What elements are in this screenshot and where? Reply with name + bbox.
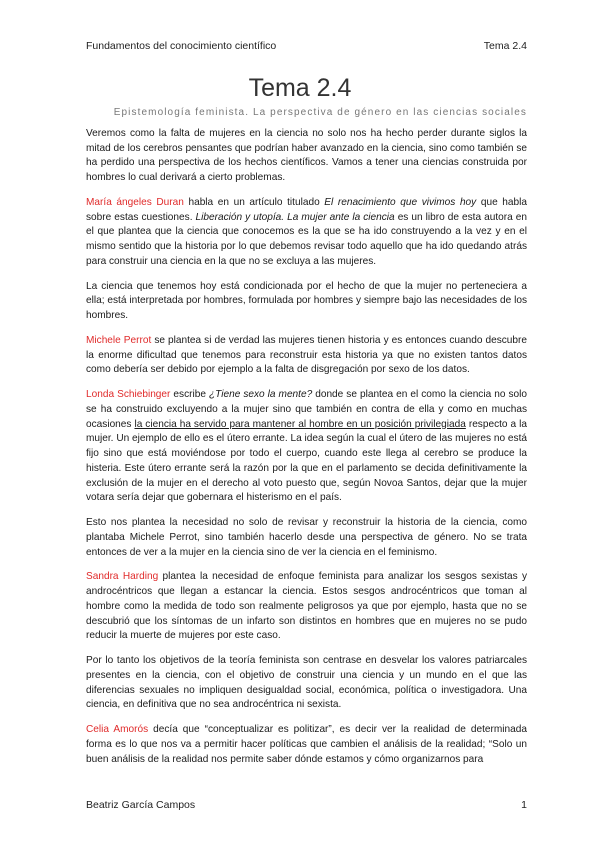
paragraph-7 xyxy=(86,570,527,644)
text-run: es un libro de esta autora en el que plantea que la ciencia que conocemos es la que se ha ido construyendo a la vez y en el mismo sentido que la historia por lo que debemos revisar todo aquello que ha ido quedando atrás para construir una ciencia en la que no se excluya a las mujeres. xyxy=(86,211,527,267)
paragraph-5 xyxy=(86,388,527,506)
header-course-title: Fundamentos del conocimiento científico xyxy=(86,40,277,52)
paragraph-4 xyxy=(86,334,527,378)
author-name: Sandra Harding xyxy=(86,571,159,583)
page-number: 1 xyxy=(521,799,527,811)
document-body xyxy=(86,127,527,777)
paragraph-8: Por lo tanto los objetivos de la teoría feminista son centrase en desvelar los valores patriarcales presentes en la ciencia, con el objetivo de construir una ciencia y un mundo en el que las diferencias sexuales no impliquen desigualdad social, económica, política o investigadora. Una ciencia, en definitiva que no sea androcéntrica ni sexista. xyxy=(86,655,527,711)
text-run: decía que “conceptualizar es politizar”, es decir ver la realidad de determinada forma es lo que nos va a permitir hacer políticas que cambien el análisis de la realidad; “Solo un buen análisis de la realidad nos permite saber dónde estamos y cómo organizarnos para xyxy=(86,724,527,765)
paragraph-1: Veremos como la falta de mujeres en la ciencia no solo nos ha hecho perder durante siglos la mitad de los cerebros pensantes que podrían haber avanzado en la ciencia, sino como también se ha perdido una perspectiva de los hechos científicos. Vamos a tener una ciencias construida por hombres lo cual derivará a cierto problemas. xyxy=(86,128,527,184)
header-topic: Tema 2.4 xyxy=(483,40,527,52)
text-run: habla en un artículo titulado xyxy=(183,197,325,208)
italic-title: ¿Tiene sexo la mente? xyxy=(208,389,313,401)
text-run: escribe xyxy=(170,389,209,401)
underlined-text: la ciencia ha servido para mantener al hombre en un posición privilegiada xyxy=(134,418,466,430)
author-name: Londa Schiebinger xyxy=(86,389,171,401)
text-run: plantea la necesidad de enfoque feminista para analizar los sesgos sexistas y androcéntricos que llegan a estancar la ciencia. Estos sesgos androcéntricos que toman al hombre como la medida de todo son realmente peligrosos ya que por ejemplo, hasta que no se descubrió que los síntomas de un infarto son distintos en hombres que en mujeres no se pudo reducir la muerte de mujeres por este caso. xyxy=(86,571,527,642)
paragraph-6: Esto nos plantea la necesidad no solo de revisar y reconstruir la historia de la ciencia, como plantaba Michele Perrot, sino también hacerlo desde una perspectiva de género. No se trata entonces de ver a la mujer en la ciencia sino de ver la ciencia en el feminismo. xyxy=(86,517,527,558)
paragraph-3: La ciencia que tenemos hoy está condicionada por el hecho de que la mujer no perteneciera a ella; está interpretada por hombres, formulada por hombres y siempre bajo las necesidades de los hombres. xyxy=(86,280,527,322)
paragraph-9 xyxy=(86,723,527,767)
page-header xyxy=(86,40,527,52)
text-run: se plantea si de verdad las mujeres tienen historia y es entonces cuando descubre la enorme dificultad que tenemos para reconstruir esta historia ya que no existen tantos datos como debería ser debido por ejemplo a la falta de disgregación por sexo de los datos. xyxy=(86,335,527,376)
author-name: María ángeles Duran xyxy=(86,197,184,208)
document-title: Tema 2.4 xyxy=(248,74,352,102)
footer-author: Beatriz García Campos xyxy=(86,799,196,811)
italic-title: Liberación y utopía. La mujer ante la ciencia xyxy=(195,211,395,223)
page-footer xyxy=(86,799,527,811)
text-run: respecto a la mujer. Un ejemplo de ello es el útero errante. La idea según la cual el útero de las mujeres no está fijo sino que está moviéndose por todo el cuerpo, cuando este llega al cerebro se produce la histeria. Este útero errante será la razón por la que en el parlamento se decida definitivamente la exclusión de la mujer en el derecho al voto puesto que, según Novoa Santos, dejar que la mujer votara sería dejar que gobernara el histerismo en el país. xyxy=(86,418,527,504)
author-name: Celia Amorós xyxy=(86,724,149,736)
document-subtitle: Epistemología feminista. La perspectiva de género en las ciencias sociales xyxy=(113,107,527,118)
text-run: donde se plantea en el como la ciencia no solo se ha construido excluyendo a la mujer sino que también en contra de ella y como en muchas ocasiones xyxy=(86,389,527,430)
text-run: que habla sobre estas cuestiones. xyxy=(86,197,527,223)
italic-title: El renacimiento que vivimos hoy xyxy=(324,197,477,208)
author-name: Michele Perrot xyxy=(86,335,152,346)
paragraph-2 xyxy=(86,196,527,270)
